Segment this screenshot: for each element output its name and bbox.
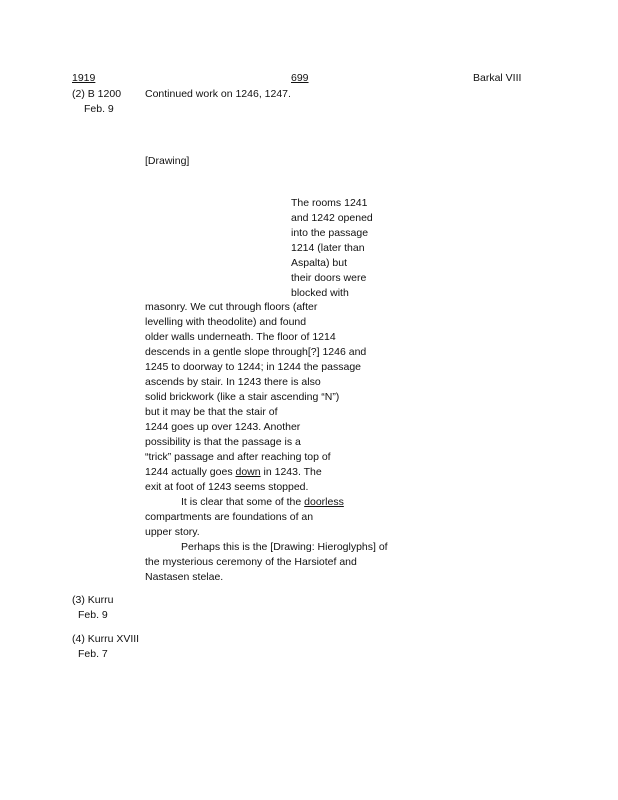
paragraph-line: [181, 495, 344, 510]
paragraph-line: [145, 465, 322, 480]
narrow-line: and 1242 opened: [291, 212, 373, 224]
entry-date: Feb. 9: [84, 103, 114, 115]
paragraph-line: Perhaps this is the [Drawing: Hieroglyphs] of: [181, 541, 388, 553]
paragraph-line: solid brickwork (like a stair ascending “N”): [145, 391, 340, 403]
entry-label: (4) Kurru XVIII: [72, 633, 140, 645]
paragraph-line: Nastasen stelae.: [145, 571, 224, 583]
section-title: Barkal VIII: [473, 72, 522, 84]
paragraph-line: compartments are foundations of an: [145, 511, 314, 523]
narrow-line: blocked with: [291, 287, 349, 299]
underlined-word-doorless: doorless: [304, 496, 344, 508]
paragraph-line: exit at foot of 1243 seems stopped.: [145, 481, 309, 493]
paragraph-line: older walls underneath. The floor of 1214: [145, 331, 336, 343]
entry-label: (3) Kurru: [72, 594, 114, 606]
paragraph-line: ascends by stair. In 1243 there is also: [145, 376, 321, 388]
underlined-word-down: down: [235, 466, 261, 478]
paragraph-line: 1245 to doorway to 1244; in 1244 the passage: [145, 361, 361, 373]
drawing-placeholder: [Drawing]: [145, 155, 190, 167]
entry-label: (2) B 1200: [72, 88, 122, 100]
narrow-line: their doors were: [291, 272, 367, 284]
paragraph-line: but it may be that the stair of: [145, 406, 278, 418]
year-heading: 1919: [72, 72, 96, 84]
narrow-line: into the passage: [291, 227, 369, 239]
narrow-line: Aspalta) but: [291, 257, 348, 269]
text-run: 1244 actually goes: [145, 466, 236, 478]
paragraph-line: descends in a gentle slope through[?] 1246 and: [145, 346, 367, 358]
page-number: 699: [291, 72, 309, 84]
entry-date: Feb. 7: [78, 648, 108, 660]
paragraph-line: “trick” passage and after reaching top of: [145, 451, 331, 463]
paragraph-line: levelling with theodolite) and found: [145, 316, 307, 328]
paragraph-line: 1244 goes up over 1243. Another: [145, 421, 301, 433]
entry-date: Feb. 9: [78, 609, 108, 621]
text-run: It is clear that some of the: [181, 496, 305, 508]
text-run: in 1243. The: [260, 466, 322, 478]
paragraph-line: the mysterious ceremony of the Harsiotef and: [145, 556, 357, 568]
paragraph-line: masonry. We cut through floors (after: [145, 301, 318, 313]
narrow-line: The rooms 1241: [291, 197, 368, 209]
narrow-line: 1214 (later than: [291, 242, 365, 254]
entry-text: Continued work on 1246, 1247.: [145, 88, 291, 100]
paragraph-line: upper story.: [145, 526, 200, 538]
paragraph-line: possibility is that the passage is a: [145, 436, 301, 448]
